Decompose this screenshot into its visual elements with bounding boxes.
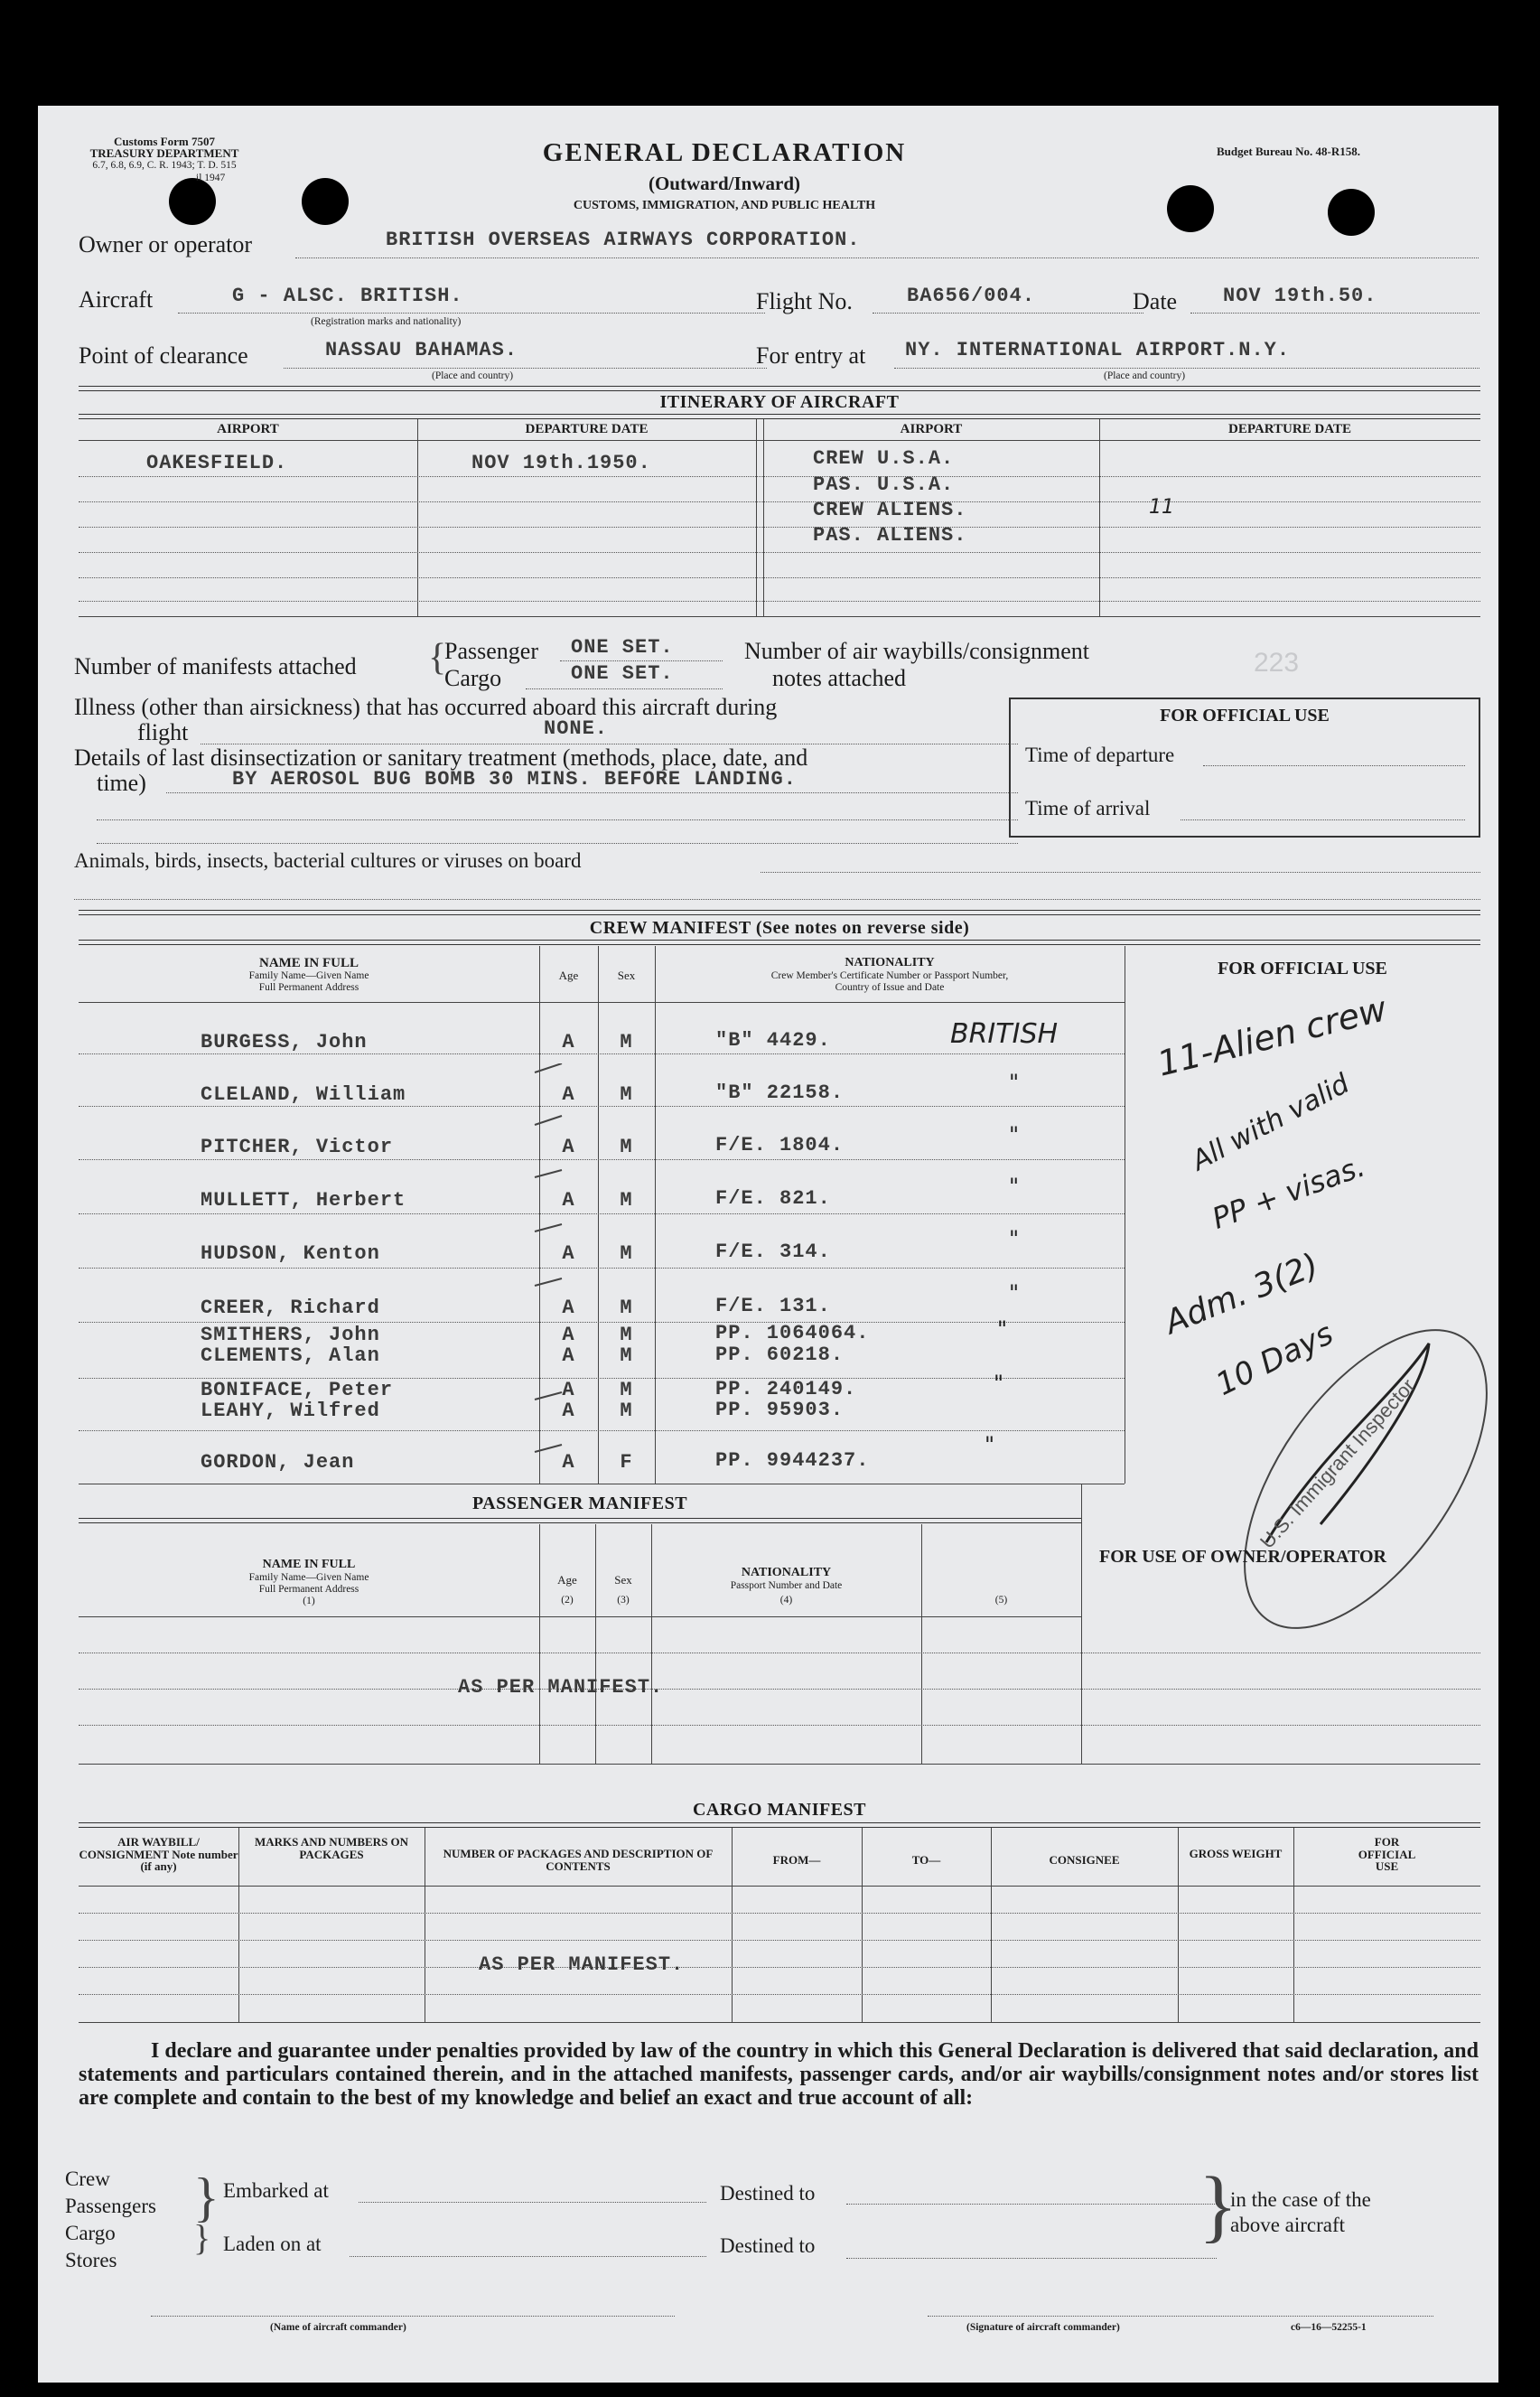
crew-note: " bbox=[1009, 1174, 1020, 1199]
pass-header-name-sub: Family Name—Given Name bbox=[248, 1572, 369, 1583]
crew-nationality: PP. 240149. bbox=[715, 1378, 857, 1400]
crew-age: A bbox=[562, 1083, 575, 1106]
crew-sex: M bbox=[620, 1031, 633, 1053]
crew-name: BURGESS, John bbox=[201, 1031, 368, 1053]
crew-nationality: PP. 95903. bbox=[715, 1399, 845, 1421]
crew-name: MULLETT, Herbert bbox=[201, 1189, 406, 1212]
pass-header-age: Age bbox=[557, 1573, 577, 1587]
crew-nationality: "B" 22158. bbox=[715, 1081, 845, 1104]
print-code: c6—16—52255-1 bbox=[1291, 2322, 1367, 2333]
passenger-label: Passenger bbox=[444, 638, 538, 664]
illness-label: flight bbox=[137, 719, 189, 745]
crew-age: A bbox=[562, 1031, 575, 1053]
cargo-value: ONE SET. bbox=[571, 662, 674, 685]
crew-note: " bbox=[985, 1432, 995, 1457]
crew-name: LEAHY, Wilfred bbox=[201, 1400, 380, 1422]
entry-value: NY. INTERNATIONAL AIRPORT.N.Y. bbox=[905, 339, 1291, 361]
inspector-stamp bbox=[1212, 1289, 1519, 1669]
crew-note: BRITISH bbox=[950, 1018, 1059, 1050]
crew-sex: M bbox=[620, 1083, 633, 1106]
brace-icon: { bbox=[428, 637, 447, 679]
crew-header-sex: Sex bbox=[617, 969, 636, 982]
crew-sex: M bbox=[620, 1242, 633, 1265]
cargo-header-official: FOR OFFICIAL USE bbox=[1358, 1835, 1416, 1874]
form-title: GENERAL DECLARATION bbox=[542, 138, 907, 167]
brace-icon: } bbox=[1199, 2161, 1238, 2251]
illness-label: Illness (other than airsickness) that has occurred aboard this aircraft during bbox=[74, 694, 778, 720]
crew-name: CLEMENTS, Alan bbox=[201, 1344, 380, 1367]
pass-header-nat-sub: Passport Number and Date bbox=[730, 1580, 843, 1591]
case-label: above aircraft bbox=[1230, 2214, 1346, 2236]
form-subtitle: (Outward/Inward) bbox=[648, 173, 800, 194]
crew-age: A bbox=[562, 1189, 575, 1212]
crew-note: " bbox=[1009, 1280, 1020, 1306]
crew-header-age: Age bbox=[558, 969, 579, 982]
crew-nationality: "B" 4429. bbox=[715, 1029, 831, 1052]
brace-icon: } bbox=[193, 2217, 211, 2258]
agencies: CUSTOMS, IMMIGRATION, AND PUBLIC HEALTH bbox=[573, 199, 876, 212]
itin-header-airport: AIRPORT bbox=[900, 422, 963, 436]
crew-nationality: PP. 9944237. bbox=[715, 1449, 870, 1472]
owner-operator-use: FOR USE OF OWNER/OPERATOR bbox=[1099, 1547, 1386, 1567]
crew-header-name-sub: Full Permanent Address bbox=[258, 982, 359, 993]
decl-passengers: Passengers bbox=[65, 2195, 156, 2217]
pass-header-num: (3) bbox=[617, 1595, 630, 1606]
crew-title: CREW MANIFEST (See notes on reverse side) bbox=[589, 918, 970, 938]
cargo-header-packages: NUMBER OF PACKAGES AND DESCRIPTION OF CONTENTS bbox=[443, 1847, 714, 1873]
brace-icon: } bbox=[193, 2168, 219, 2227]
declaration-form bbox=[38, 106, 1498, 2383]
crew-name: CREER, Richard bbox=[201, 1297, 380, 1319]
punch-hole bbox=[169, 178, 216, 225]
crew-age: A bbox=[562, 1297, 575, 1319]
decl-stores: Stores bbox=[65, 2249, 117, 2271]
crew-sex: M bbox=[620, 1344, 633, 1367]
crew-note: " bbox=[1009, 1070, 1020, 1095]
waybills-label: Number of air waybills/consignment bbox=[744, 638, 1089, 664]
form-date: il 1947 bbox=[196, 173, 226, 183]
itin-header-departure: DEPARTURE DATE bbox=[525, 422, 649, 436]
date-label: Date bbox=[1133, 288, 1178, 314]
case-label: in the case of the bbox=[1230, 2188, 1371, 2211]
official-use-title: FOR OFFICIAL USE bbox=[1160, 706, 1330, 726]
pass-header-num: (5) bbox=[994, 1595, 1008, 1606]
pass-header-num: (1) bbox=[303, 1596, 315, 1606]
crew-age: A bbox=[562, 1451, 575, 1474]
departure-label: Time of departure bbox=[1025, 744, 1175, 766]
form-number: Customs Form 7507 bbox=[114, 135, 215, 148]
crew-age: A bbox=[562, 1344, 575, 1367]
crew-age: A bbox=[562, 1242, 575, 1265]
crew-header-nationality: NATIONALITY bbox=[845, 956, 935, 969]
cargo-header-from: FROM— bbox=[772, 1853, 821, 1867]
waybills-count: 223 bbox=[1254, 648, 1300, 678]
punch-hole bbox=[302, 178, 349, 225]
cargo-header-marks: MARKS AND NUMBERS ON PACKAGES bbox=[254, 1835, 409, 1861]
crew-note: " bbox=[997, 1316, 1008, 1342]
crew-sex: M bbox=[620, 1400, 633, 1422]
cargo-title: CARGO MANIFEST bbox=[692, 1800, 866, 1820]
crew-sex: F bbox=[620, 1451, 633, 1474]
cargo-header-to: TO— bbox=[911, 1853, 941, 1867]
crew-age: A bbox=[562, 1136, 575, 1158]
aircraft-caption: (Registration marks and nationality) bbox=[311, 316, 462, 327]
itin-airport: PAS. ALIENS. bbox=[813, 524, 967, 547]
crew-age: A bbox=[562, 1324, 575, 1346]
crew-note: " bbox=[994, 1371, 1004, 1396]
declaration-text: I declare and guarantee under penalties provided by law of the country in which this General Declaration is delivered that said declaration, and statements and particulars contained therein, and in the attached manifests, passenger cards, and/or air waybills/consignment notes and/or stores list are complete and contain to the best of my knowledge and belief an exact and true account of all: bbox=[79, 2039, 1479, 2110]
disinsect-label: Details of last disinsectization or sanitary treatment (methods, place, date, and bbox=[74, 744, 808, 771]
department: TREASURY DEPARTMENT bbox=[89, 146, 239, 160]
cargo-header-weight: GROSS WEIGHT bbox=[1189, 1847, 1283, 1860]
official-note: Adm. 3(2) bbox=[1160, 1246, 1324, 1343]
crew-nationality: PP. 1064064. bbox=[715, 1322, 870, 1344]
pass-header-name: NAME IN FULL bbox=[262, 1558, 356, 1571]
itin-handwritten-count: 11 bbox=[1149, 496, 1174, 519]
punch-hole bbox=[1328, 189, 1375, 236]
crew-sex: M bbox=[620, 1136, 633, 1158]
crew-header-nat-sub: Country of Issue and Date bbox=[835, 982, 945, 993]
clearance-label: Point of clearance bbox=[79, 342, 248, 369]
owner-label: Owner or operator bbox=[79, 231, 253, 257]
crew-note: " bbox=[1009, 1122, 1020, 1147]
crew-sex: M bbox=[620, 1297, 633, 1319]
regulations: 6.7, 6.8, 6.9, C. R. 1943; T. D. 515 bbox=[92, 160, 237, 171]
budget-bureau: Budget Bureau No. 48-R158. bbox=[1217, 145, 1361, 158]
crew-sex: M bbox=[620, 1324, 633, 1346]
crew-nationality: F/E. 821. bbox=[715, 1187, 831, 1210]
itin-airport: OAKESFIELD. bbox=[146, 452, 288, 474]
crew-age: A bbox=[562, 1400, 575, 1422]
itin-airport: CREW ALIENS. bbox=[813, 499, 967, 521]
entry-caption: (Place and country) bbox=[1104, 370, 1186, 381]
laden-label: Laden on at bbox=[223, 2233, 322, 2255]
cargo-header-consignee: CONSIGNEE bbox=[1049, 1853, 1120, 1867]
date-value: NOV 19th.50. bbox=[1223, 285, 1377, 307]
itin-header-departure: DEPARTURE DATE bbox=[1227, 422, 1351, 436]
clearance-value: NASSAU BAHAMAS. bbox=[325, 339, 518, 361]
crew-header-nat-sub: Crew Member's Certificate Number or Passport Number, bbox=[770, 970, 1009, 981]
cargo-label: Cargo bbox=[444, 665, 502, 691]
itin-airport: CREW U.S.A. bbox=[813, 447, 955, 470]
animals-label: Animals, birds, insects, bacterial cultures or viruses on board bbox=[74, 849, 582, 872]
disinsect-value: BY AEROSOL BUG BOMB 30 MINS. BEFORE LANDING. bbox=[232, 768, 797, 791]
crew-name: GORDON, Jean bbox=[201, 1451, 355, 1474]
owner-value: BRITISH OVERSEAS AIRWAYS CORPORATION. bbox=[386, 229, 861, 251]
itin-date: NOV 19th.1950. bbox=[471, 452, 651, 474]
itin-header-airport: AIRPORT bbox=[217, 422, 279, 436]
aircraft-value: G - ALSC. BRITISH. bbox=[232, 285, 463, 307]
official-note: All with valid bbox=[1187, 1067, 1355, 1177]
commander-signature-caption: (Signature of aircraft commander) bbox=[966, 2322, 1120, 2333]
waybills-label: notes attached bbox=[772, 665, 906, 691]
itin-airport: PAS. U.S.A. bbox=[813, 473, 955, 496]
entry-label: For entry at bbox=[756, 342, 866, 369]
passenger-manifest-value: AS PER MANIFEST. bbox=[458, 1676, 664, 1699]
crew-nationality: F/E. 1804. bbox=[715, 1134, 845, 1156]
crew-name: HUDSON, Kenton bbox=[201, 1242, 380, 1265]
crew-age: A bbox=[562, 1379, 575, 1401]
crew-sex: M bbox=[620, 1189, 633, 1212]
destined-label: Destined to bbox=[720, 2182, 816, 2205]
disinsect-label: time) bbox=[97, 770, 146, 796]
punch-hole bbox=[1167, 185, 1214, 232]
cargo-header-waybill: AIR WAYBILL/ CONSIGNMENT Note number (if any) bbox=[79, 1835, 238, 1874]
passenger-title: PASSENGER MANIFEST bbox=[471, 1493, 688, 1513]
cargo-manifest-value: AS PER MANIFEST. bbox=[479, 1953, 685, 1976]
flight-label: Flight No. bbox=[756, 288, 853, 314]
pass-header-num: (2) bbox=[561, 1595, 574, 1606]
destined-label: Destined to bbox=[720, 2234, 816, 2257]
manifests-label: Number of manifests attached bbox=[74, 653, 357, 679]
crew-official-use: FOR OFFICIAL USE bbox=[1218, 959, 1387, 978]
official-note: 10 Days bbox=[1210, 1316, 1339, 1403]
crew-header-name-sub: Family Name—Given Name bbox=[248, 970, 369, 981]
crew-name: CLELAND, William bbox=[201, 1083, 406, 1106]
pass-header-num: (4) bbox=[779, 1595, 793, 1606]
arrival-label: Time of arrival bbox=[1025, 797, 1151, 819]
crew-name: SMITHERS, John bbox=[201, 1324, 380, 1346]
illness-value: NONE. bbox=[544, 717, 609, 740]
crew-name: BONIFACE, Peter bbox=[201, 1379, 394, 1401]
stamp-text: U.S. Immigrant Inspector bbox=[1255, 1374, 1420, 1553]
crew-name: PITCHER, Victor bbox=[201, 1136, 394, 1158]
passenger-value: ONE SET. bbox=[571, 636, 674, 659]
embarked-label: Embarked at bbox=[223, 2179, 329, 2202]
aircraft-label: Aircraft bbox=[79, 286, 154, 313]
clearance-caption: (Place and country) bbox=[432, 370, 514, 381]
crew-nationality: F/E. 131. bbox=[715, 1295, 831, 1317]
official-note: PP + visas. bbox=[1208, 1148, 1370, 1236]
crew-sex: M bbox=[620, 1379, 633, 1401]
official-note: 11-Alien crew bbox=[1153, 988, 1391, 1084]
pass-header-name-sub: Full Permanent Address bbox=[258, 1584, 359, 1595]
itinerary-title: ITINERARY OF AIRCRAFT bbox=[659, 392, 900, 412]
crew-nationality: F/E. 314. bbox=[715, 1241, 831, 1263]
check-marks bbox=[508, 1063, 571, 1479]
decl-cargo: Cargo bbox=[65, 2222, 116, 2244]
pass-header-sex: Sex bbox=[614, 1573, 632, 1587]
crew-nationality: PP. 60218. bbox=[715, 1344, 845, 1366]
crew-note: " bbox=[1009, 1226, 1020, 1251]
pass-header-nationality: NATIONALITY bbox=[741, 1566, 832, 1579]
flight-value: BA656/004. bbox=[907, 285, 1036, 307]
decl-crew: Crew bbox=[65, 2168, 110, 2190]
commander-name-caption: (Name of aircraft commander) bbox=[270, 2322, 406, 2333]
crew-header-name: NAME IN FULL bbox=[258, 956, 359, 970]
